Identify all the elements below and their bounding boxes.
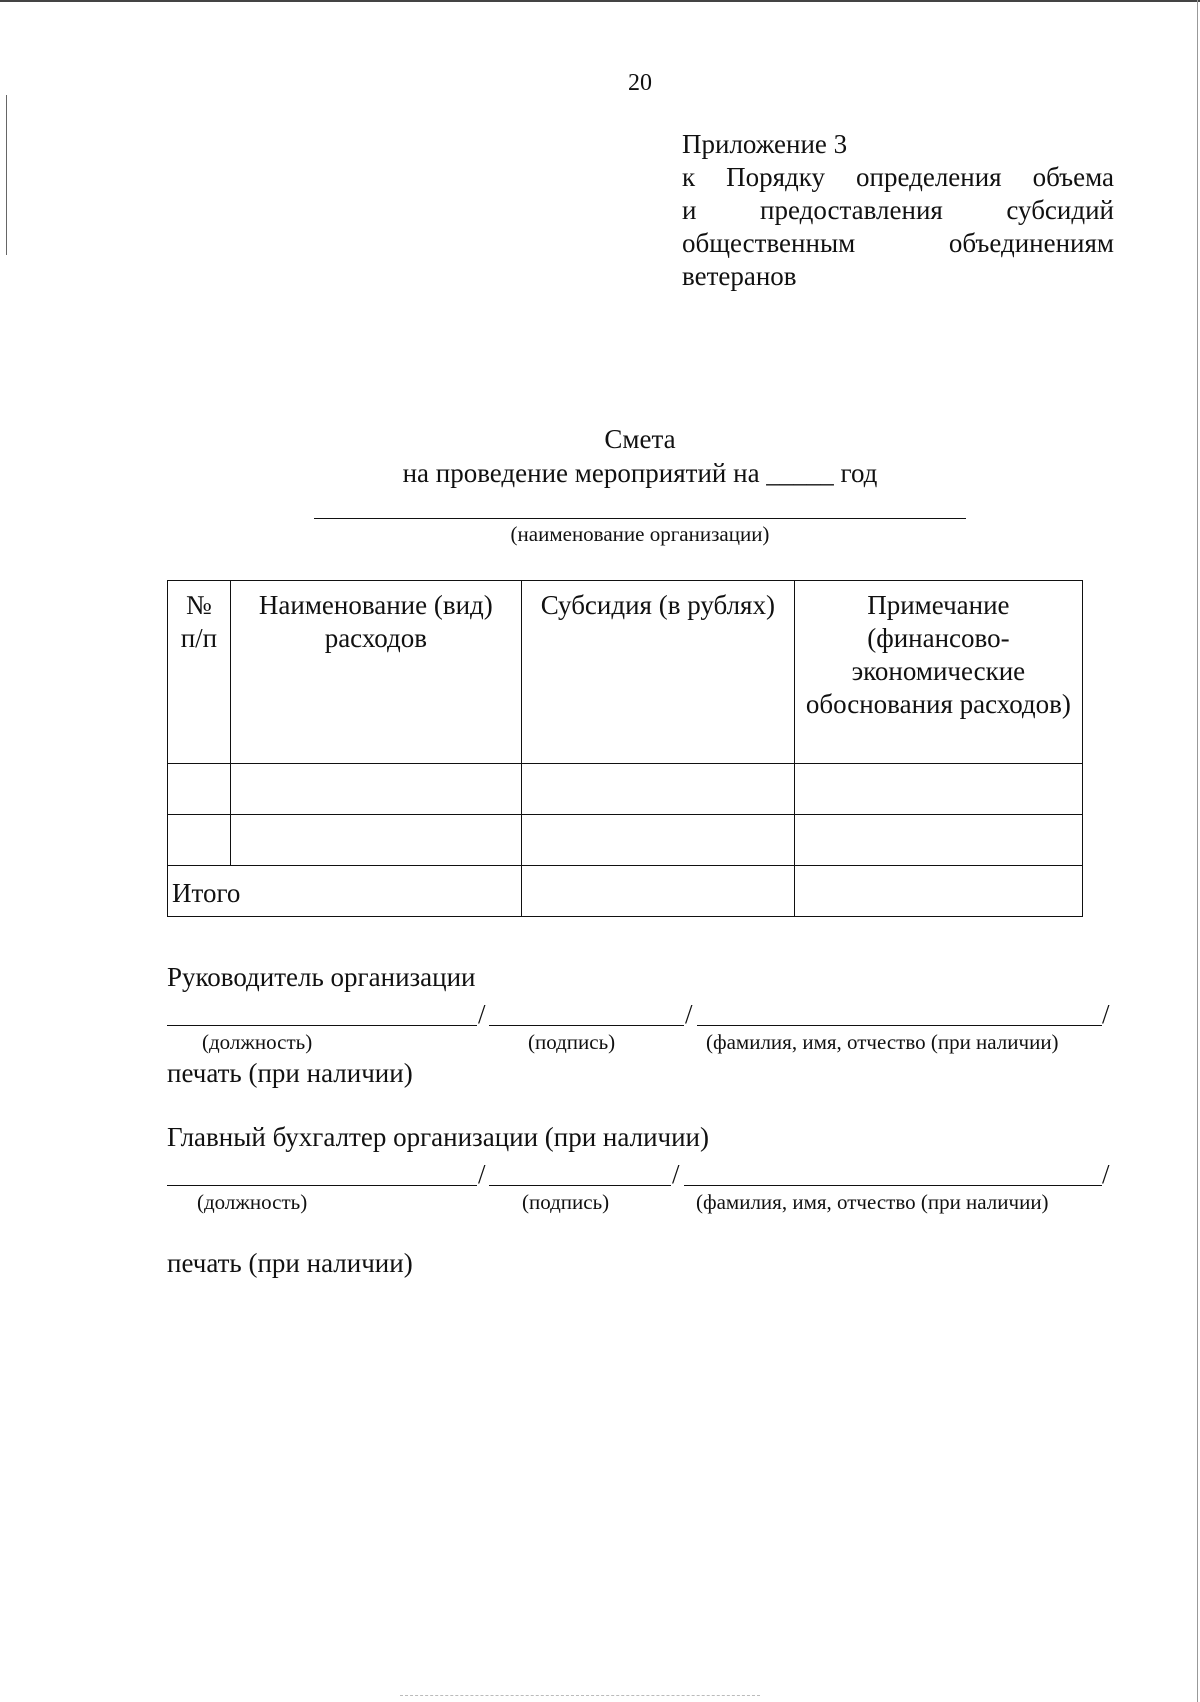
separator-slash: / <box>478 999 486 1029</box>
separator-slash: / <box>1102 999 1110 1029</box>
head-signature-line <box>167 996 1111 1029</box>
table-cell <box>521 815 794 866</box>
title-line: Смета <box>604 424 676 454</box>
accountant-signature-heading: Главный бухгалтер организации (при наличии) <box>167 1122 709 1152</box>
position-line <box>167 1184 477 1186</box>
stamp-note: печать (при наличии) <box>167 1058 413 1088</box>
table-cell <box>521 764 794 815</box>
header-subsidy: Субсидия (в рублях) <box>521 581 794 764</box>
stamp-note: печать (при наличии) <box>167 1248 413 1278</box>
table-cell <box>794 866 1082 917</box>
appendix-title: Приложение 3 <box>682 129 848 159</box>
separator-slash: / <box>685 999 693 1029</box>
table-cell <box>168 764 231 815</box>
scan-top-edge <box>0 0 1200 2</box>
table-cell <box>168 815 231 866</box>
position-line <box>167 1024 477 1026</box>
table-cell <box>230 764 521 815</box>
appendix-line: ветеранов <box>682 261 797 291</box>
signature-caption: (подпись) <box>522 1190 610 1214</box>
title-line: на проведение мероприятий на _____ год <box>402 458 878 488</box>
separator-slash: / <box>672 1159 680 1189</box>
appendix-block <box>682 128 1114 293</box>
table-cell <box>794 764 1082 815</box>
position-caption: (должность) <box>202 1030 313 1054</box>
separator-slash: / <box>478 1159 486 1189</box>
position-caption: (должность) <box>197 1190 308 1214</box>
header-expense-name: Наименование (вид) расходов <box>230 581 521 764</box>
name-caption: (фамилия, имя, отчество (при наличии) <box>706 1030 1059 1054</box>
name-caption: (фамилия, имя, отчество (при наличии) <box>696 1190 1049 1214</box>
header-number: № п/п <box>168 581 231 764</box>
table-cell <box>521 866 794 917</box>
table-cell <box>230 815 521 866</box>
total-label: Итого <box>168 866 522 917</box>
scan-bottom-mark <box>400 1694 760 1696</box>
signature-line <box>489 1024 684 1026</box>
organization-name-caption: (наименование организации) <box>510 522 770 546</box>
header-note: Примечание (финансово-экономические обоснования расходов) <box>794 581 1082 764</box>
table-row <box>168 764 1083 815</box>
estimate-table <box>167 580 1083 917</box>
scan-margin-mark <box>6 95 7 255</box>
signature-caption: (подпись) <box>528 1030 616 1054</box>
organization-name-line <box>314 518 966 519</box>
appendix-line: и предоставления субсидий <box>682 195 1114 225</box>
name-line <box>684 1184 1102 1186</box>
table-header-row <box>168 581 1083 764</box>
scan-right-edge <box>1197 0 1198 1702</box>
document-title <box>300 422 980 490</box>
head-signature-heading: Руководитель организации <box>167 962 476 992</box>
separator-slash: / <box>1102 1159 1110 1189</box>
signature-line <box>489 1184 671 1186</box>
table-cell <box>794 815 1082 866</box>
table-total-row <box>168 866 1083 917</box>
table-row <box>168 815 1083 866</box>
appendix-line: общественным объединениям <box>682 228 1114 258</box>
appendix-line: к Порядку определения объема <box>682 162 1114 192</box>
name-line <box>697 1024 1102 1026</box>
accountant-signature-line <box>167 1156 1111 1189</box>
page-number: 20 <box>628 70 652 96</box>
